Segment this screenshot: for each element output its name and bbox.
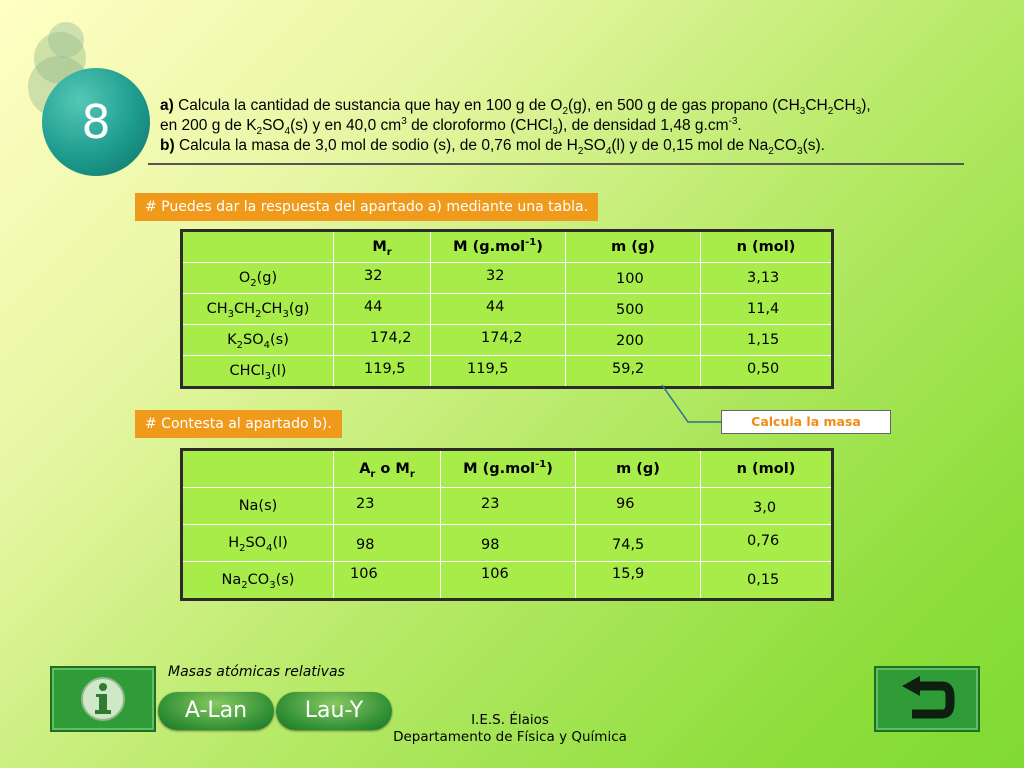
table-part-b [180,448,834,601]
ar-cell: 98 [334,525,441,562]
header-empty-cell [182,231,334,263]
moles-cell: 11,4 [701,294,833,325]
lau-y-button[interactable]: Lau-Y [276,692,392,730]
divider [148,163,964,165]
masas-atomicas-label: Masas atómicas relativas [168,664,345,680]
table-row [182,525,833,562]
mass-cell: 200 [566,325,701,356]
table-row [182,325,833,356]
molar-mass-cell: 119,5 [431,356,566,388]
mr-cell: 44 [334,294,431,325]
footer-department: Departamento de Física y Química [393,729,627,745]
molar-mass-cell: 98 [441,525,576,562]
mr-cell: 174,2 [334,325,431,356]
header-ar-mr: $A_r$ o $M_r$ [334,450,441,488]
return-arrow-icon [898,674,956,728]
substance-cell: $H_2SO_4(l)$ [182,525,334,562]
molar-mass-cell: 106 [441,562,576,600]
table-row [182,356,833,388]
molar-mass-cell: 174,2 [431,325,566,356]
mass-cell: 74,5 [576,525,701,562]
problem-a-line2: en 200 g de $K_2SO_4(s)$ y en 40,0 $cm^3$ de cloroformo (CHCl$_3$), de densidad 1,48 $g.cm^{-3}$. [160,115,742,138]
molar-mass-cell: 23 [441,488,576,525]
footer [330,712,690,746]
hint-part-a: # Puedes dar la respuesta del apartado a) mediante una tabla. [135,193,598,221]
header-mass: m (g) [566,231,701,263]
info-icon [80,676,126,726]
slide-number: 8 [81,95,111,149]
substance-cell: $K_2SO_4(s)$ [182,325,334,356]
mass-cell: 15,9 [576,562,701,600]
substance-cell: Na(s) [182,488,334,525]
header-moles: n (mol) [701,450,833,488]
moles-cell: 0,15 [701,562,833,600]
substance-cell: $Na_2CO_3(s)$ [182,562,334,600]
substance-cell: CHCl$_3$(l) [182,356,334,388]
moles-cell: 0,50 [701,356,833,388]
substance-cell: $CH_3CH_2CH_3(g)$ [182,294,334,325]
header-moles: n (mol) [701,231,833,263]
moles-cell: 0,76 [701,525,833,562]
a-lan-button[interactable]: A-Lan [158,692,274,730]
table-header-row [182,450,833,488]
slide-number-circle [42,68,150,176]
mr-cell: 119,5 [334,356,431,388]
hint-part-b: # Contesta al apartado b). [135,410,342,438]
header-mr: $M_r$ [334,231,431,263]
molar-mass-cell: 44 [431,294,566,325]
mr-cell: 32 [334,263,431,294]
substance-cell: $O_2(g)$ [182,263,334,294]
footer-school: I.E.S. Élaios [471,712,549,728]
table-row [182,562,833,600]
table-row [182,294,833,325]
problem-statement [160,96,960,156]
moles-cell: 3,13 [701,263,833,294]
moles-cell: 3,0 [701,488,833,525]
mass-cell: 500 [566,294,701,325]
moles-cell: 1,15 [701,325,833,356]
ar-cell: 106 [334,562,441,600]
header-molar-mass: M (g.mol$^{-1}$) [441,450,576,488]
header-molar-mass: M (g.mol$^{-1}$) [431,231,566,263]
header-empty-cell [182,450,334,488]
info-button[interactable] [50,666,156,732]
header-mass: m (g) [576,450,701,488]
table-part-a [180,229,834,389]
ar-cell: 23 [334,488,441,525]
mass-cell: 100 [566,263,701,294]
problem-b-line: b) Calcula la masa de 3,0 mol de sodio (s), de 0,76 mol de $H_2SO_4(l)$ y de 0,15 mol de $Na_2CO_3(s)$. [160,137,825,158]
molar-mass-cell: 32 [431,263,566,294]
table-header-row [182,231,833,263]
return-button[interactable] [874,666,980,732]
mass-cell: 59,2 [566,356,701,388]
mass-cell: 96 [576,488,701,525]
table-row [182,488,833,525]
tooltip-calcula-la-masa: Calcula la masa [721,410,891,434]
table-row [182,263,833,294]
problem-a-line1: a) Calcula la cantidad de sustancia que hay en 100 g de $O_2(g)$, en 500 g de gas propano $(CH_3CH_2CH_3)$, [160,97,871,118]
